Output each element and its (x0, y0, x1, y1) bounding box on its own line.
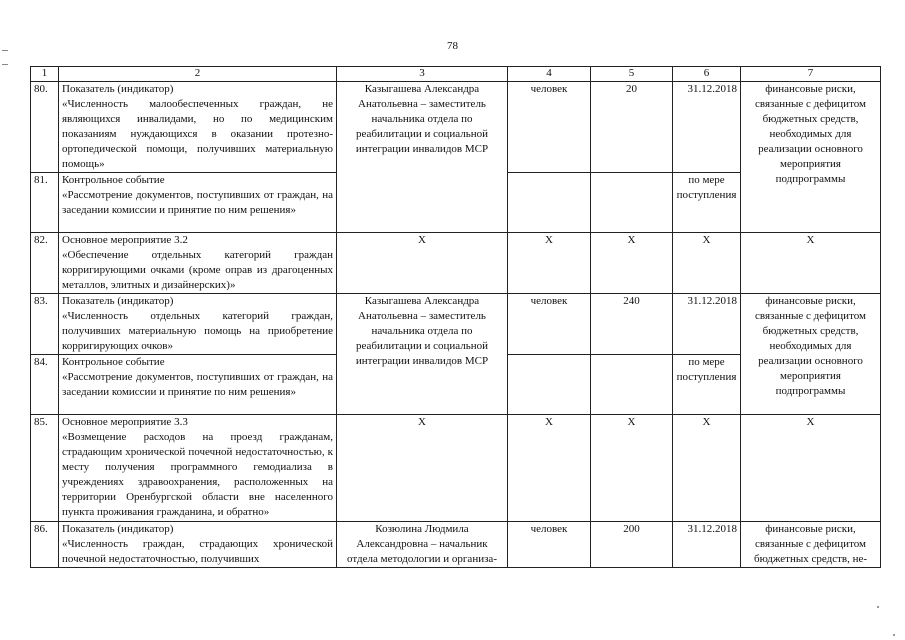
date-cell: Х (673, 415, 741, 522)
row-text: «Численность малообеспеченных граждан, не являющихся инвалидами, но по медицинским показаниям нуждающихся в оказании протезно-ортопедической помощи, получивших материальную помощь» (62, 98, 333, 170)
margin-mark (2, 50, 8, 51)
header-cell: 4 (508, 67, 591, 82)
risk-cell: Х (741, 233, 881, 294)
row-number: 83. (31, 294, 59, 355)
row-title: Основное мероприятие 3.2 (62, 234, 188, 246)
value-cell: Х (591, 415, 673, 522)
responsible-cell: Казыгашева Александра Анатольевна – заместитель начальника отдела по реабилитации и социальной интеграции инвалидов МСР (337, 82, 508, 233)
page-number: 78 (447, 40, 458, 52)
table-row (31, 294, 881, 355)
value-cell: 200 (591, 522, 673, 568)
row-number: 84. (31, 355, 59, 415)
row-number: 86. (31, 522, 59, 568)
row-description (59, 173, 337, 233)
value-cell: Х (591, 233, 673, 294)
risk-cell: Х (741, 415, 881, 522)
row-text: «Обеспечение отдельных категорий граждан корригирующими очками (кроме оправ из драгоценных металлов, элитных и дизайнерских)» (62, 249, 333, 291)
header-cell: 7 (741, 67, 881, 82)
value-cell: 240 (591, 294, 673, 355)
row-title: Контрольное событие (62, 174, 165, 186)
responsible-cell: Х (337, 415, 508, 522)
indicators-table (30, 66, 881, 568)
date-cell: 31.12.2018 (673, 294, 741, 355)
row-text: «Численность отдельных категорий граждан, получивших материальную помощь на приобретение корригирующих очков» (62, 310, 333, 352)
row-description (59, 233, 337, 294)
header-cell: 3 (337, 67, 508, 82)
date-cell: 31.12.2018 (673, 522, 741, 568)
table-row (31, 522, 881, 568)
table-row (31, 415, 881, 522)
scan-speck (893, 634, 895, 636)
header-cell: 1 (31, 67, 59, 82)
header-cell: 5 (591, 67, 673, 82)
scan-speck (877, 606, 879, 608)
date-cell: Х (673, 233, 741, 294)
row-text: «Возмещение расходов на проезд гражданам, страдающим хронической почечной недостаточностью, к месту получения программного гемодиализа в учреждениях здравоохранения, расположенных на территории Оренбургской области вне населенного пункта проживания гражданина, и обратно» (62, 431, 333, 518)
row-number: 85. (31, 415, 59, 522)
row-description (59, 522, 337, 568)
row-description (59, 415, 337, 522)
row-description (59, 294, 337, 355)
date-cell: по мере поступления (673, 173, 741, 233)
unit-cell: Х (508, 415, 591, 522)
unit-cell: человек (508, 82, 591, 173)
row-title: Показатель (индикатор) (62, 83, 174, 95)
row-number: 82. (31, 233, 59, 294)
table-row (31, 82, 881, 173)
row-text: «Рассмотрение документов, поступивших от граждан, на заседании комиссии и принятие по ним решения» (62, 371, 333, 398)
date-cell: по мере поступления (673, 355, 741, 415)
date-cell: 31.12.2018 (673, 82, 741, 173)
row-text: «Рассмотрение документов, поступивших от граждан, на заседании комиссии и принятие по ним решения» (62, 189, 333, 216)
risk-cell: финансовые риски, связанные с дефицитом бюджетных средств, необходимых для реализации основного мероприятия подпрограммы (741, 294, 881, 415)
responsible-cell: Козюлина Людмила Александровна – начальник отдела методологии и организа- (337, 522, 508, 568)
risk-cell: финансовые риски, связанные с дефицитом бюджетных средств, не- (741, 522, 881, 568)
value-cell (591, 355, 673, 415)
row-description (59, 82, 337, 173)
row-text: «Численность граждан, страдающих хронической почечной недостаточностью, получивших (62, 538, 333, 565)
risk-cell: финансовые риски, связанные с дефицитом бюджетных средств, необходимых для реализации основного мероприятия подпрограммы (741, 82, 881, 233)
row-title: Основное мероприятие 3.3 (62, 416, 188, 428)
unit-cell (508, 173, 591, 233)
margin-mark (2, 64, 8, 65)
responsible-cell: Х (337, 233, 508, 294)
header-cell: 2 (59, 67, 337, 82)
unit-cell (508, 355, 591, 415)
unit-cell: человек (508, 522, 591, 568)
unit-cell: Х (508, 233, 591, 294)
row-description (59, 355, 337, 415)
row-number: 81. (31, 173, 59, 233)
header-cell: 6 (673, 67, 741, 82)
unit-cell: человек (508, 294, 591, 355)
responsible-cell: Казыгашева Александра Анатольевна – заместитель начальника отдела по реабилитации и социальной интеграции инвалидов МСР (337, 294, 508, 415)
value-cell (591, 173, 673, 233)
table-row (31, 233, 881, 294)
row-title: Контрольное событие (62, 356, 165, 368)
value-cell: 20 (591, 82, 673, 173)
header-row (31, 67, 881, 82)
row-title: Показатель (индикатор) (62, 523, 174, 535)
row-title: Показатель (индикатор) (62, 295, 174, 307)
row-number: 80. (31, 82, 59, 173)
